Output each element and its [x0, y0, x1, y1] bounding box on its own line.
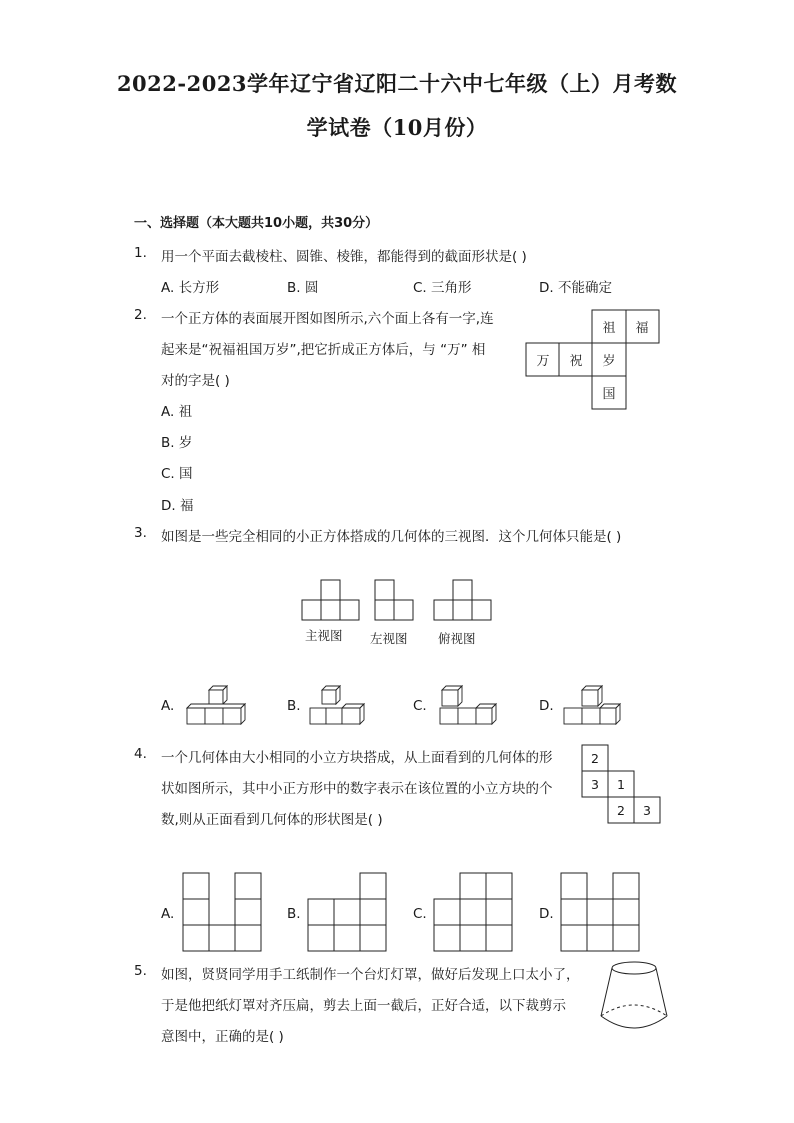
grid-number-5: 3: [643, 803, 651, 818]
question-3-number: 3.: [134, 525, 147, 541]
net-char-2: 福: [635, 321, 649, 336]
question-4-line-1: 一个几何体由大小相同的小立方块搭成，从上面看到的几何体的形: [161, 750, 553, 766]
question-4-number: 4.: [134, 746, 147, 762]
option-c-cubes: [434, 684, 498, 728]
top-view-label: 俯视图: [438, 631, 476, 646]
question-4-option-a: A.: [161, 906, 175, 922]
question-2-number: 2.: [134, 307, 147, 323]
page-title-line1: 2022-2023学年辽宁省辽阳二十六中七年级（上）月考数: [116, 71, 678, 96]
question-5-line-3: 意图中，正确的是( ): [161, 1029, 284, 1045]
question-4-option-c: C.: [413, 906, 427, 922]
question-1-option-a: A. 长方形: [161, 280, 220, 296]
option-a-cubes: [182, 684, 246, 728]
front-view-label: 主视图: [305, 628, 343, 643]
question-2-line-3: 对的字是( ): [161, 373, 230, 389]
option-b-front-view: [306, 871, 392, 955]
question-1-option-d: D. 不能确定: [539, 280, 612, 296]
question-4-option-d: D.: [539, 906, 554, 922]
option-b-cubes: [306, 684, 370, 728]
option-a-front-view: [181, 871, 267, 955]
grid-number-4: 2: [617, 803, 625, 818]
question-3-option-d: D.: [539, 698, 554, 714]
net-char-3: 万: [536, 354, 550, 369]
net-char-4: 祝: [569, 354, 583, 369]
top-view-number-grid: [580, 743, 664, 827]
net-char-1: 祖: [602, 321, 616, 336]
question-4-option-b: B.: [287, 906, 301, 922]
question-1-option-b: B. 圆: [287, 280, 319, 296]
left-view-label: 左视图: [370, 631, 408, 646]
question-2-line-1: 一个正方体的表面展开图如图所示,六个面上各有一字,连: [161, 311, 494, 327]
cube-net-figure: [524, 308, 664, 412]
question-1-option-c: C. 三角形: [413, 280, 472, 296]
question-5-line-1: 如图，贤贤同学用手工纸制作一个台灯灯罩，做好后发现上口太小了，: [161, 967, 580, 983]
net-char-6: 国: [602, 387, 616, 402]
question-3-option-a: A.: [161, 698, 175, 714]
grid-number-1: 2: [591, 751, 599, 766]
question-3-option-b: B.: [287, 698, 301, 714]
question-2-option-a: A. 祖: [161, 404, 193, 420]
question-2-line-2: 起来是“祝福祖国万岁”,把它折成正方体后，与 “万” 相: [161, 342, 486, 358]
option-d-cubes: [560, 684, 624, 728]
question-4-line-2: 状如图所示，其中小正方形中的数字表示在该位置的小立方块的个: [161, 781, 553, 797]
question-1-text: 用一个平面去截棱柱、圆锥、棱锥，都能得到的截面形状是( ): [161, 249, 527, 265]
lampshade-figure: [598, 958, 670, 1036]
question-5-number: 5.: [134, 963, 147, 979]
grid-number-3: 1: [617, 777, 625, 792]
section-heading: 一、选择题（本大题共10小题，共30分）: [134, 216, 379, 231]
question-1-number: 1.: [134, 245, 147, 261]
question-2-option-c: C. 国: [161, 466, 193, 482]
question-2-option-b: B. 岁: [161, 435, 193, 451]
net-char-5: 岁: [602, 354, 616, 369]
question-5-line-2: 于是他把纸灯罩对齐压扁，剪去上面一截后，正好合适，以下裁剪示: [161, 998, 566, 1014]
question-3-text: 如图是一些完全相同的小正方体搭成的几何体的三视图．这个几何体只能是( ): [161, 529, 622, 545]
question-3-option-c: C.: [413, 698, 427, 714]
question-4-line-3: 数,则从正面看到几何体的形状图是( ): [161, 812, 383, 828]
option-c-front-view: [432, 871, 518, 955]
question-2-option-d: D. 福: [161, 498, 194, 514]
grid-number-2: 3: [591, 777, 599, 792]
option-d-front-view: [559, 871, 645, 955]
page-title-line2: 学试卷（10月份）: [306, 115, 488, 140]
